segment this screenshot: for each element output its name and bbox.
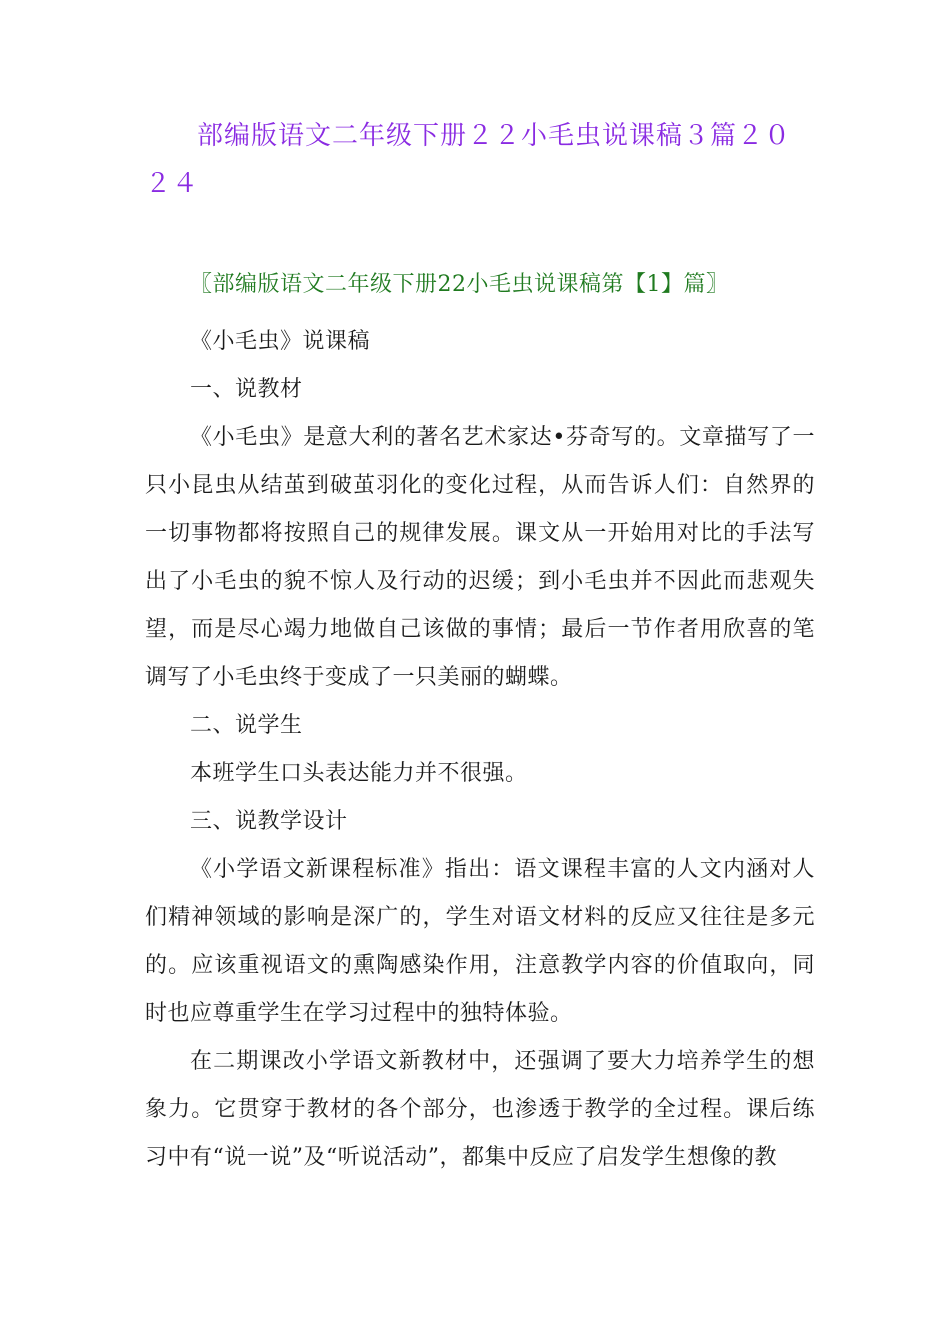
paragraph-doc-title: 《小毛虫》说课稿 (190, 329, 371, 354)
document-title: 部编版语文二年级下册２２小毛虫说课稿３篇２０２４ (145, 121, 792, 199)
section-heading: 〖部编版语文二年级下册22小毛虫说课稿第【1】篇〗 (190, 272, 729, 297)
paragraph-imagination: 在二期课改小学语文新教材中，还强调了要大力培养学生的想象力。它贯穿于教材的各个部分，也渗透于教学的全过程。课后练习中有“说一说”及“听说活动”，都集中反应了启发学生想像的教 (145, 1049, 815, 1170)
paragraph-standards: 《小学语文新课程标准》指出：语文课程丰富的人文内涵对人们精神领域的影响是深广的，学生对语文材料的反应又往往是多元的。应该重视语文的熏陶感染作用，注意教学内容的价值取向，同时也应尊重学生在学习过程中的独特体验。 (145, 857, 815, 1026)
paragraph-heading-students: 二、说学生 (190, 713, 303, 738)
paragraph-materials: 《小毛虫》是意大利的著名艺术家达•芬奇写的。文章描写了一只小昆虫从结茧到破茧羽化的变化过程，从而告诉人们：自然界的一切事物都将按照自己的规律发展。课文从一开始用对比的手法写出了小毛虫的貌不惊人及行动的迟缓；到小毛虫并不因此而悲观失望，而是尽心竭力地做自己该做的事情；最后一节作者用欣喜的笔调写了小毛虫终于变成了一只美丽的蝴蝶。 (145, 425, 815, 690)
paragraph-students: 本班学生口头表达能力并不很强。 (190, 761, 528, 786)
document-body (145, 318, 815, 1182)
paragraph-heading-materials: 一、说教材 (190, 377, 303, 402)
paragraph-heading-design: 三、说教学设计 (190, 809, 348, 834)
